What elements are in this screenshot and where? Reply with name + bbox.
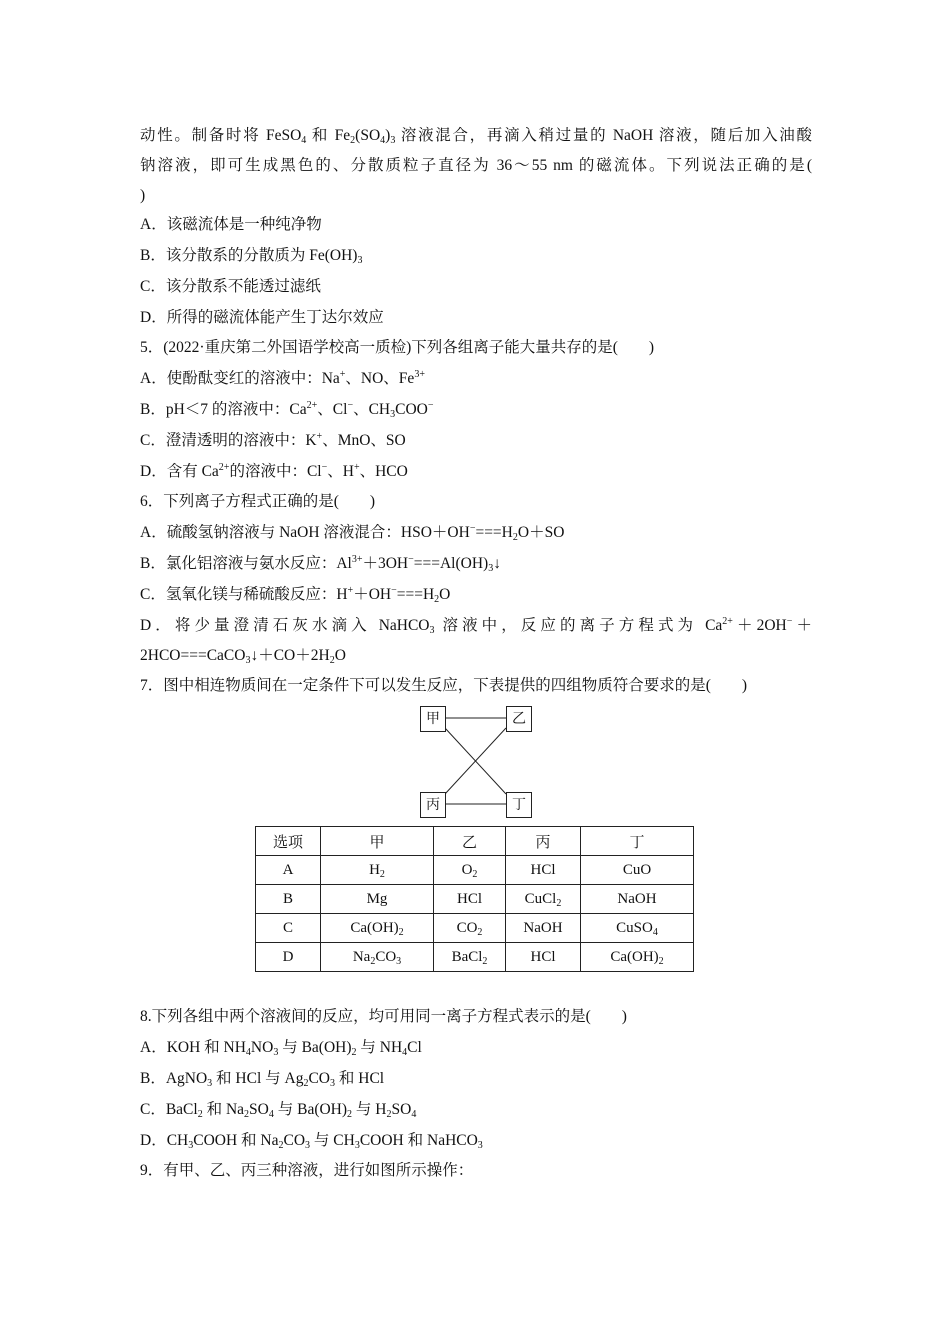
option-4a: A．该磁流体是一种纯净物 — [140, 216, 322, 233]
option-5a: A．使酚酞变红的溶液中：Na+、NO、$Fe^{3+}$ — [140, 369, 425, 387]
table-cell: BaCl$_2$ — [434, 943, 506, 972]
table-row — [256, 943, 694, 972]
option-6a: A．硫酸氢钠溶液与 NaOH 溶液混合：$HSO+OH^-===H_2O+SO$ — [140, 523, 565, 543]
table-row — [256, 885, 694, 914]
table-cell: $Na_2CO_3$ — [321, 943, 434, 972]
table-cell: NaOH — [506, 914, 581, 943]
question-5: 5．(2022·重庆第二外国语学校高一质检)下列各组离子能大量共存的是( ) — [140, 339, 655, 356]
option-8b: B．AgNO$_3$ 和 HCl 与 $Ag_2CO_3$ 和 HCl — [140, 1070, 385, 1089]
table-cell: HCl — [434, 885, 506, 914]
option-4b: B．该分散系的分散质为 $Fe(OH)_3$ — [140, 247, 363, 266]
table-header: 乙 — [434, 827, 506, 856]
table-header: 甲 — [321, 827, 434, 856]
question-9: 9．有甲、乙、丙三种溶液，进行如图所示操作： — [140, 1162, 474, 1179]
reaction-diagram — [418, 704, 534, 818]
text-line-3: ) — [140, 187, 146, 204]
table-header: 选项 — [256, 827, 321, 856]
option-5b: B．pH＜7 的溶液中：$Ca^{2+}$、Cl−、$CH_3COO^-$ — [140, 400, 434, 420]
option-4d: D．所得的磁流体能产生丁达尔效应 — [140, 309, 384, 326]
option-6d-continued: $2HCO===CaCO_3↓+CO+2H_2O$ — [140, 647, 346, 666]
option-6d: D．将少量澄清石灰水滴入 NaHCO$_3$ 溶液中，反应的离子方程式为 $Ca^{2+}+2OH^-+$ — [140, 616, 812, 636]
box-bing: 丙 — [420, 792, 446, 818]
option-8d: D．$CH_3COOH$ 和 $Na_2CO_3$ 与 $CH_3COOH$ 和 NaHCO$_3$ — [140, 1132, 483, 1151]
option-4c: C．该分散系不能透过滤纸 — [140, 278, 321, 295]
box-ding: 丁 — [506, 792, 532, 818]
table-cell: $Ca(OH)_2$ — [581, 943, 694, 972]
table-cell: CuO — [581, 856, 694, 885]
table-cell: B — [256, 885, 321, 914]
table-cell: $CO_2$ — [434, 914, 506, 943]
option-8a: A．KOH 和 $NH_4NO_3$ 与 $Ba(OH)_2$ 与 $NH_4Cl$ — [140, 1039, 422, 1058]
box-jia: 甲 — [420, 706, 446, 732]
question-7: 7．图中相连物质间在一定条件下可以发生反应，下表提供的四组物质符合要求的是( ) — [140, 677, 748, 694]
table-cell: NaOH — [581, 885, 694, 914]
text-line-2: 钠溶液，即可生成黑色的、分散质粒子直径为 36～55 nm 的磁流体。下列说法正确的是( — [140, 157, 812, 174]
table-cell: $O_2$ — [434, 856, 506, 885]
options-table — [255, 826, 694, 972]
table-header-row — [256, 827, 694, 856]
option-6c: C．氢氧化镁与稀硫酸反应：$H^++OH^-===H_2O$ — [140, 585, 451, 605]
table-cell: CuCl$_2$ — [506, 885, 581, 914]
table-header: 丁 — [581, 827, 694, 856]
table-row — [256, 856, 694, 885]
option-8c: C．BaCl$_2$ 和 $Na_2SO_4$ 与 $Ba(OH)_2$ 与 $H_2SO_4$ — [140, 1101, 417, 1120]
table-cell: CuSO$_4$ — [581, 914, 694, 943]
table-cell: C — [256, 914, 321, 943]
option-5d: D．含有 $Ca^{2+}$的溶液中：Cl−、H+、HCO — [140, 462, 408, 480]
table-row — [256, 914, 694, 943]
table-header: 丙 — [506, 827, 581, 856]
box-yi: 乙 — [506, 706, 532, 732]
table-cell: HCl — [506, 943, 581, 972]
option-5c: C．澄清透明的溶液中：K+、MnO、SO — [140, 431, 406, 449]
option-6b: B．氯化铝溶液与氨水反应：$Al^{3+}+3OH^-===Al(OH)_3↓$ — [140, 554, 501, 574]
table-cell: HCl — [506, 856, 581, 885]
text-line-1: 动性。制备时将 FeSO$_4$ 和 $Fe_2(SO_4)_3$ 溶液混合，再滴入稍过量的 NaOH 溶液，随后加入油酸 — [140, 127, 812, 146]
table-cell: $H_2$ — [321, 856, 434, 885]
question-8: 8.下列各组中两个溶液间的反应，均可用同一离子方程式表示的是( ) — [140, 1008, 627, 1025]
table-cell: D — [256, 943, 321, 972]
table-cell: A — [256, 856, 321, 885]
table-cell: $Ca(OH)_2$ — [321, 914, 434, 943]
table-cell: Mg — [321, 885, 434, 914]
question-6: 6．下列离子方程式正确的是( ) — [140, 493, 376, 510]
